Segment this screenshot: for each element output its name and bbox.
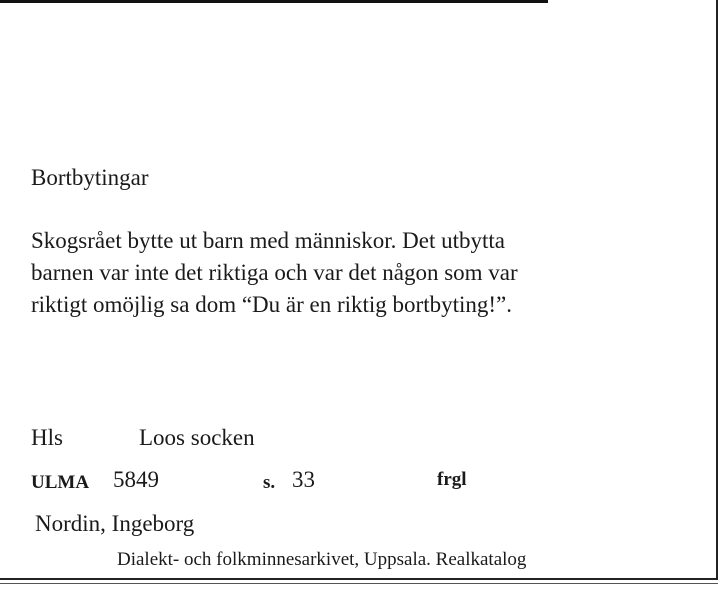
province-code: Hls: [31, 425, 63, 450]
body-line-1: Skogsrået bytte ut barn med människor. Det utbytta: [31, 228, 505, 253]
category-code: frgl: [437, 469, 467, 490]
page-label: s.: [263, 472, 276, 493]
card-title: Bortbytingar: [31, 165, 149, 190]
informant-name: Nordin, Ingeborg: [35, 511, 195, 536]
archive-number: 5849: [113, 467, 159, 492]
body-line-3: riktigt omöjlig sa dom “Du är en riktig bortbyting!”.: [31, 292, 513, 317]
archive-label: ULMA: [31, 472, 90, 493]
top-border-line: [0, 0, 548, 3]
card-body-text: [31, 225, 671, 321]
body-line-2: barnen var inte det riktiga och var det någon som var: [31, 260, 518, 285]
archive-footer: Dialekt- och folkminnesarkivet, Uppsala. Realkatalog: [117, 549, 527, 570]
page-number: 33: [292, 467, 315, 492]
bottom-border-line: [0, 578, 718, 580]
parish-name: Loos socken: [139, 425, 255, 450]
bottom-border-line-inner: [0, 583, 718, 584]
right-border-line: [716, 0, 718, 580]
